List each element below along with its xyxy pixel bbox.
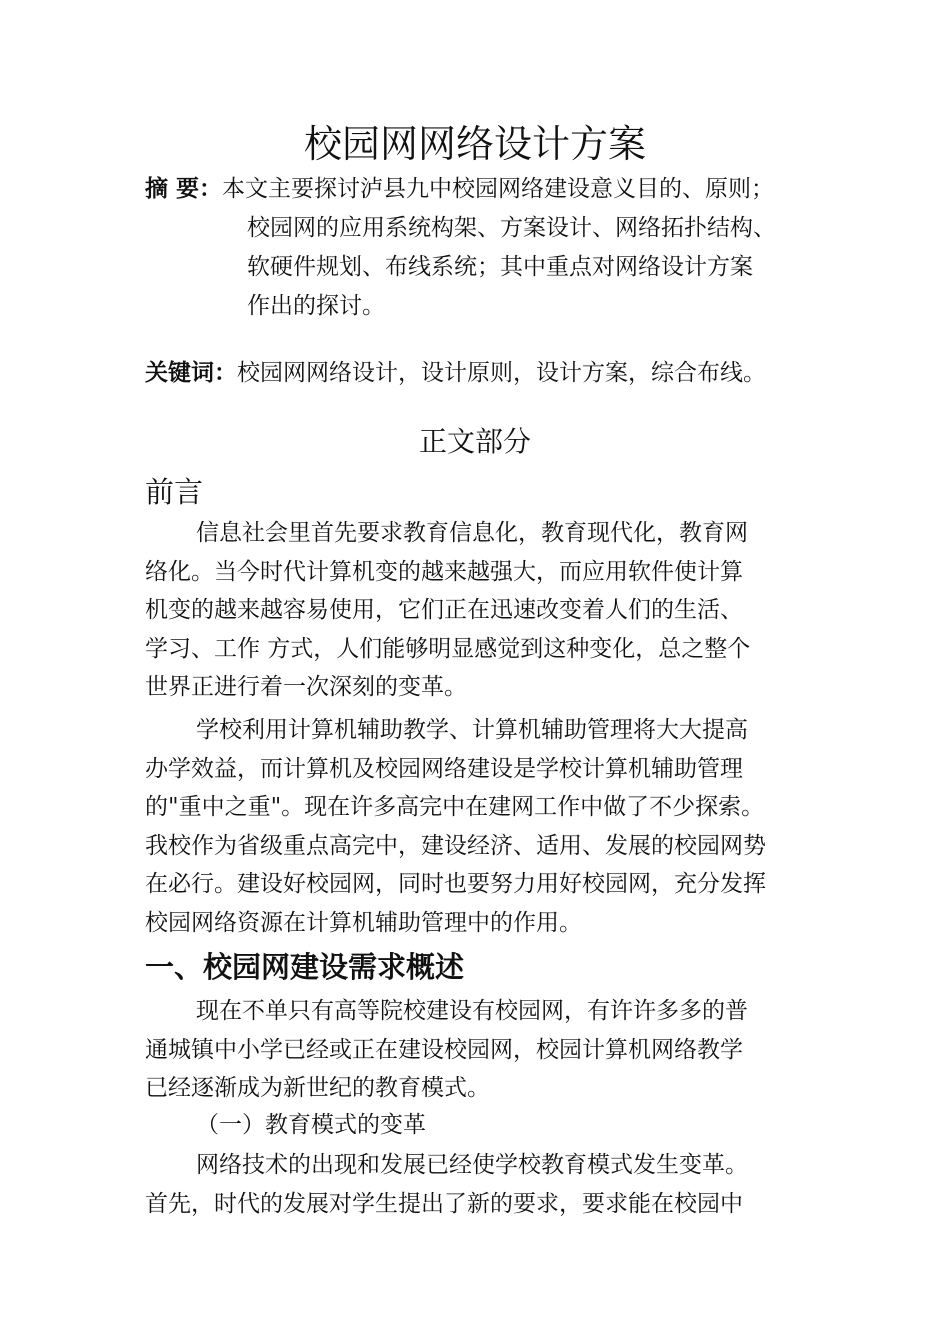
keywords-text: 校园网网络设计，设计原则，设计方案，综合布线。 <box>237 360 766 386</box>
abstract-text: 本文主要探讨泸县九中校园网络建设意义目的、原则； <box>222 176 775 202</box>
paragraph-line: 网络技术的出现和发展已经使学校教育模式发生变革。 <box>196 1152 748 1178</box>
section-1-heading: 一、校园网建设需求概述 <box>145 950 465 984</box>
paragraph-line: 机变的越来越容易使用，它们正在迅速改变着人们的生活、 <box>145 597 743 623</box>
paragraph-line: 的"重中之重"。现在许多高完中在建网工作中做了不少探索。 <box>145 794 765 820</box>
abstract-label: 摘 要： <box>145 176 223 202</box>
keywords-line <box>145 355 766 391</box>
paragraph-line: 校园网络资源在计算机辅助管理中的作用。 <box>145 909 582 936</box>
paragraph-line: 我校作为省级重点高完中，建设经济、适用、发展的校园网势 <box>145 832 766 859</box>
section-1-paragraph-1 <box>145 992 810 1108</box>
document-title: 校园网网络设计方案 <box>303 122 646 166</box>
abstract-line: 软硬件规划、布线系统；其中重点对网络设计方案 <box>247 254 753 280</box>
paragraph-line: 已经逐渐成为新世纪的教育模式。 <box>145 1075 490 1101</box>
paragraph-line: 学校利用计算机辅助教学、计算机辅助管理将大大提高 <box>196 717 748 743</box>
paragraph-line: 信息社会里首先要求教育信息化，教育现代化，教育网 <box>196 520 748 546</box>
abstract-block <box>145 170 825 326</box>
abstract-line: 作出的探讨。 <box>247 293 385 319</box>
section-1-subheading: （一）教育模式的变革 <box>196 1112 426 1138</box>
paragraph-line: 首先，时代的发展对学生提出了新的要求，要求能在校园中 <box>145 1190 743 1217</box>
paragraph-line: 通城镇中小学已经或正在建设校园网，校园计算机网络教学 <box>145 1036 743 1063</box>
paragraph-line: 在必行。建设好校园网，同时也要努力用好校园网，充分发挥 <box>145 871 766 897</box>
keywords-label: 关键词： <box>145 360 237 386</box>
paragraph-line: 办学效益，而计算机及校园网络建设是学校计算机辅助管理 <box>145 755 743 782</box>
abstract-line <box>145 170 825 209</box>
foreword-paragraph-2 <box>145 711 810 942</box>
paragraph-line: 络化。当今时代计算机变的越来越强大，而应用软件使计算 <box>145 558 743 585</box>
body-heading: 正文部分 <box>418 425 531 458</box>
paragraph-line: 学习、工作 方式，人们能够明显感觉到这种变化，总之整个 <box>145 635 751 662</box>
section-1-paragraph-2 <box>145 1146 810 1223</box>
foreword-heading: 前言 <box>145 475 204 509</box>
abstract-line: 校园网的应用系统构架、方案设计、网络拓扑结构、 <box>247 215 776 241</box>
paragraph-line: 现在不单只有高等院校建设有校园网，有许许多多的普 <box>196 998 748 1024</box>
foreword-paragraph-1 <box>145 514 810 707</box>
paragraph-line: 世界正进行着一次深刻的变革。 <box>145 674 467 700</box>
